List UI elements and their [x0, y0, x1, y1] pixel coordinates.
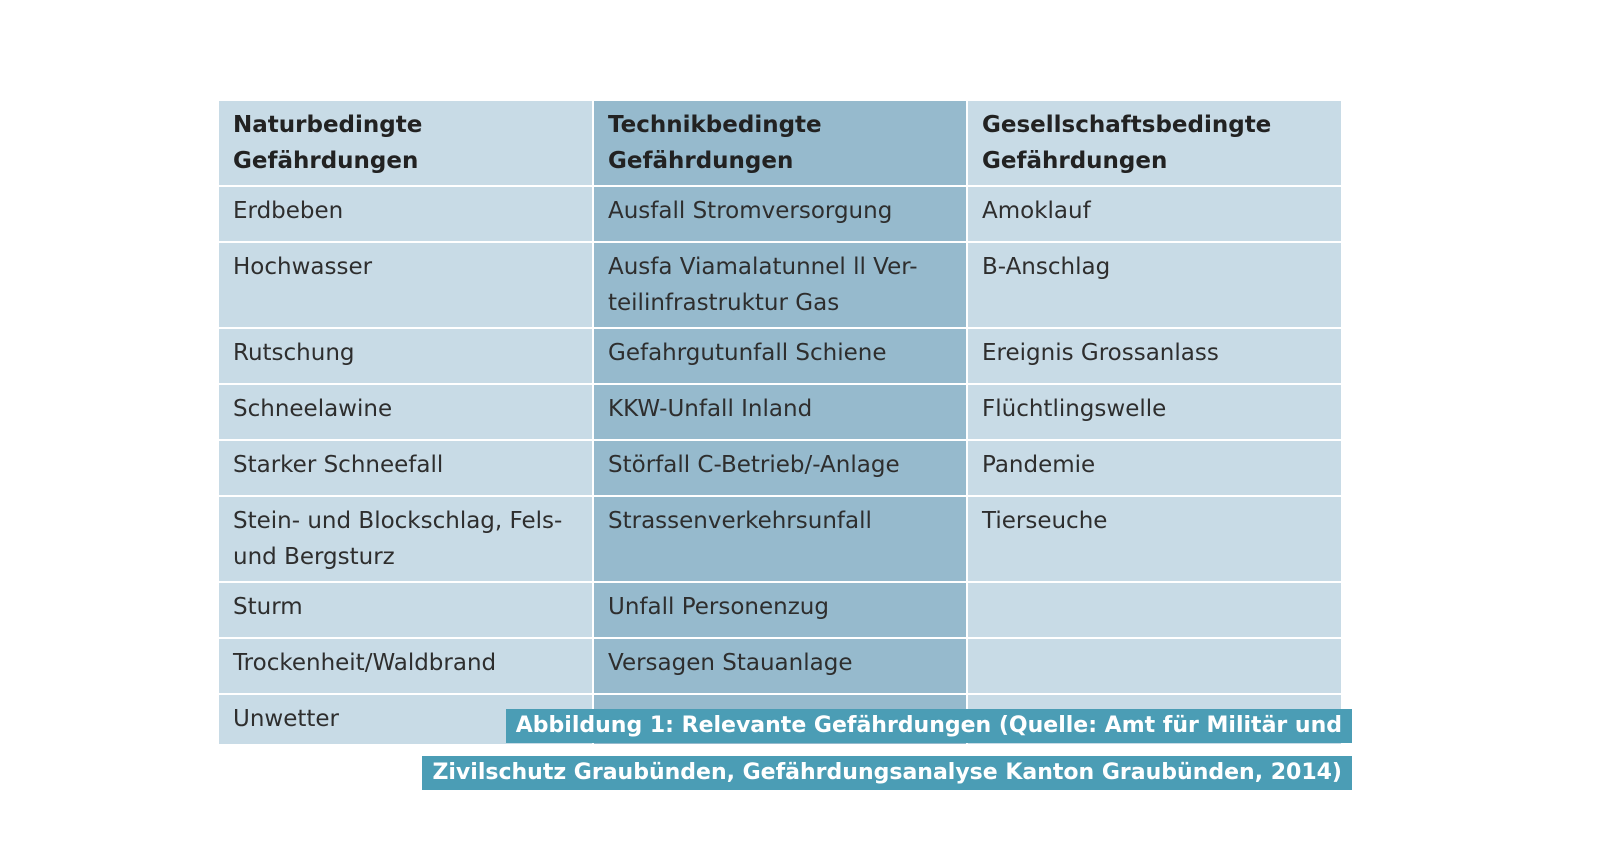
table-row: [219, 638, 1341, 694]
table-cell-societal: Pandemie: [967, 440, 1341, 496]
table-row: [219, 328, 1341, 384]
table-cell-natural: Erdbeben: [219, 186, 593, 242]
table-cell-natural: Starker Schneefall: [219, 440, 593, 496]
table-header-row: [219, 101, 1341, 186]
table-row: [219, 384, 1341, 440]
table-cell-technical: Ausfall Stromversorgung: [593, 186, 967, 242]
table-cell-technical: Gefahrgutunfall Schiene: [593, 328, 967, 384]
table-cell-societal: B-Anschlag: [967, 242, 1341, 328]
table-cell-technical: Strassenverkehrsunfall: [593, 496, 967, 582]
header-natural-hazards: Naturbedingte Gefährdungen: [219, 101, 593, 186]
table-cell-natural: Rutschung: [219, 328, 593, 384]
table-cell-societal: Ereignis Grossanlass: [967, 328, 1341, 384]
table-row: [219, 186, 1341, 242]
hazards-table: [219, 101, 1341, 744]
table-cell-natural: Sturm: [219, 582, 593, 638]
table-cell-societal: Amoklauf: [967, 186, 1341, 242]
table-row: [219, 242, 1341, 328]
table-cell-technical: Versagen Stauanlage: [593, 638, 967, 694]
table-cell-societal: [967, 582, 1341, 638]
header-societal-hazards: Gesellschaftsbedingte Gefährdungen: [967, 101, 1341, 186]
table-cell-natural: Schneelawine: [219, 384, 593, 440]
header-technical-hazards: Technikbedingte Gefährdungen: [593, 101, 967, 186]
table-cell-technical: KKW-Unfall Inland: [593, 384, 967, 440]
table-row: [219, 582, 1341, 638]
figure-caption-line-2: Zivilschutz Graubünden, Gefährdungsanalyse Kanton Graubünden, 2014): [422, 756, 1352, 790]
table-cell-societal: Flüchtlingswelle: [967, 384, 1341, 440]
table-cell-technical: Unfall Personenzug: [593, 582, 967, 638]
table-cell-natural: Trockenheit/Waldbrand: [219, 638, 593, 694]
table-cell-technical: Ausfa Viamalatunnel ll Ver-teilinfrastruktur Gas: [593, 242, 967, 328]
table-cell-technical: Störfall C-Betrieb/-Anlage: [593, 440, 967, 496]
table-cell-natural: Hochwasser: [219, 242, 593, 328]
table-row: [219, 440, 1341, 496]
table-cell-natural: Stein- und Blockschlag, Fels- und Bergsturz: [219, 496, 593, 582]
figure-caption-line-1: Abbildung 1: Relevante Gefährdungen (Quelle: Amt für Militär und: [506, 709, 1352, 743]
table-cell-natural: Unwetter: [233, 706, 340, 732]
table-row: [219, 496, 1341, 582]
table-cell-societal: [967, 638, 1341, 694]
table-cell-societal: Tierseuche: [967, 496, 1341, 582]
